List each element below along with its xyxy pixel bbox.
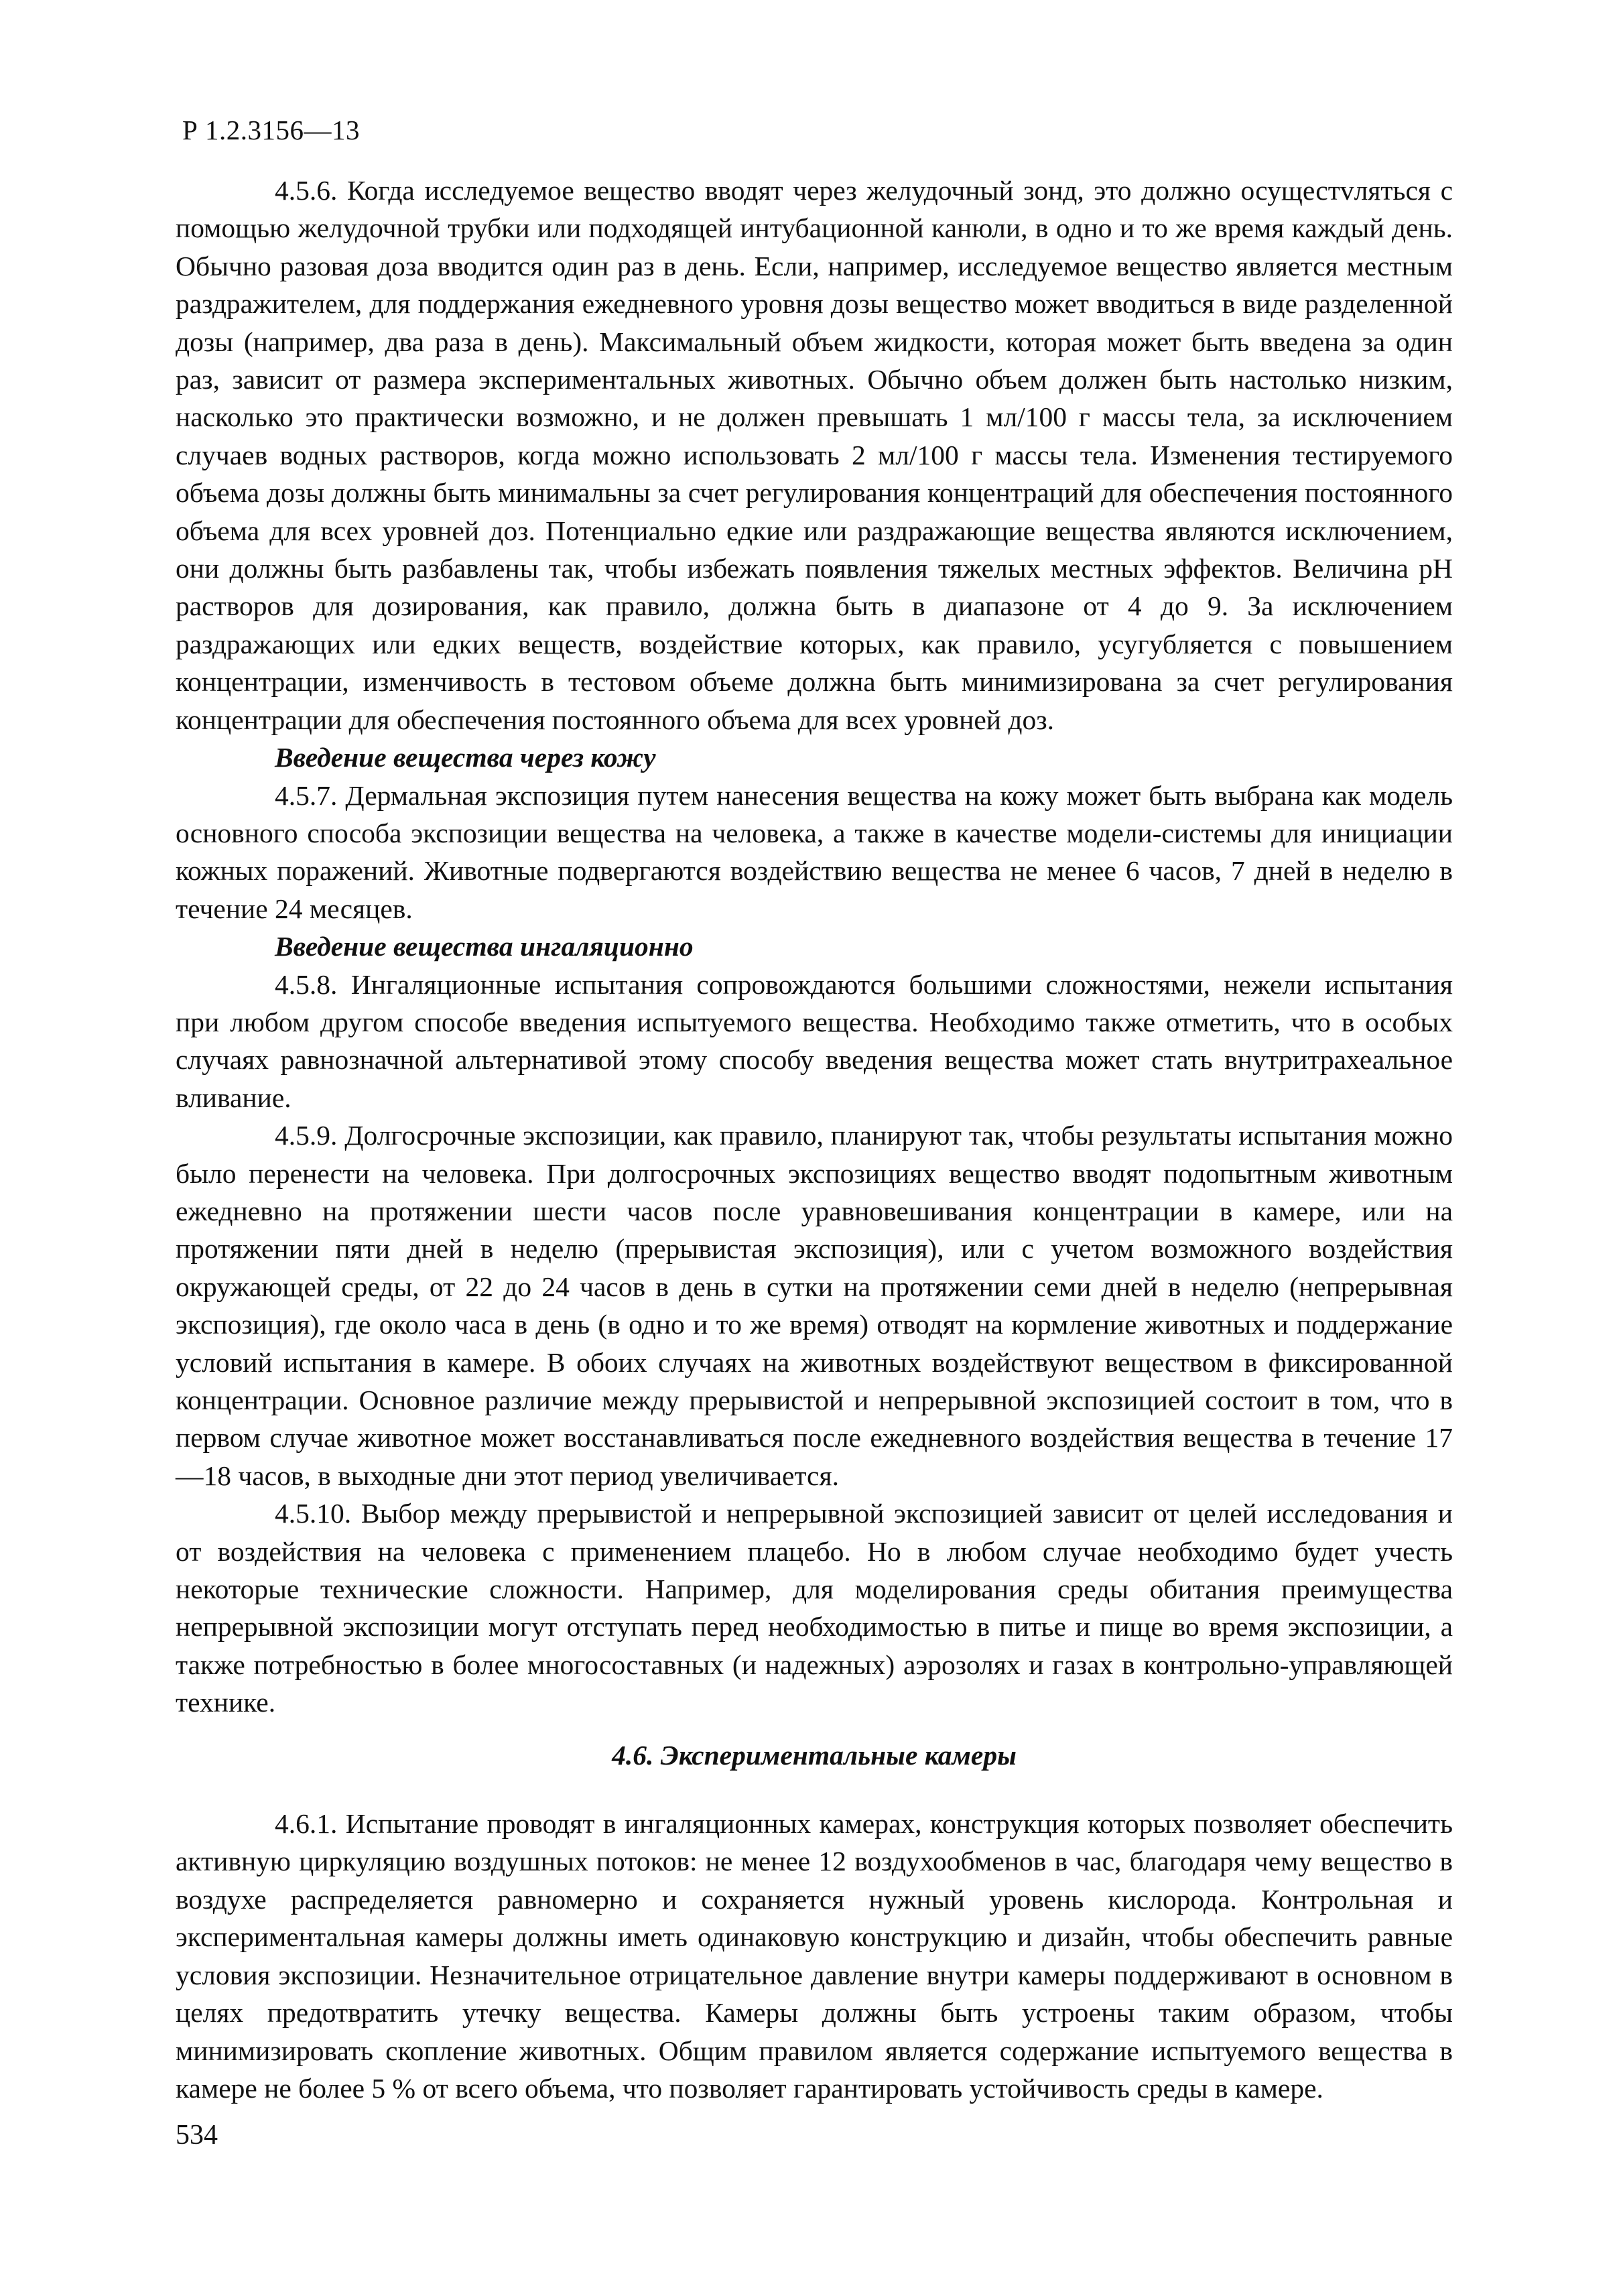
paragraph-4-5-9: 4.5.9. Долгосрочные экспозиции, как правило, планируют так, чтобы результаты испытания можно было перенести на человека. При долгосрочных экспозициях вещество вводят подопытным животным ежедневно на протяжении шести часов после уравновешивания концентрации в камере, или на протяжении пяти дней в неделю (прерывистая экспозиция), или с учетом возможного воздействия окружающей среды, от 22 до 24 часов в день в сутки на протяжении семи дней в неделю (непрерывная экспозиция), где около часа в день (в одно и то же время) отводят на кормление животных и поддержание условий испытания в камере. В обоих случаях на животных воздействуют веществом в фиксированной концентрации. Основное различие между прерывистой и непрерывной экспозицией состоит в том, что в первом случае животное может восстанавливаться после ежедневного воздействия вещества в течение 17—18 часов, в выходные дни этот период увеличивается. [176, 1120, 1453, 1491]
subheading-inhalation-administration: Введение вещества ингаляционно [275, 931, 694, 962]
paragraph-4-5-6: 4.5.6. Когда исследуемое вещество вводят через желудочный зонд, это должно осущестvляться с помощью желудочной трубки или подходящей интубационной канюли, в одно и то же время каждый день. Обычно разовая доза вводится один раз в день. Если, например, исследуемое вещество является местным раздражителем, для поддержания ежедневного уровня дозы вещество может вводиться в виде разделенной дозы (например, два раза в день). Максимальный объем жидкости, которая может быть введена за один раз, зависит от размера экспериментальных животных. Обычно объем должен быть настолько низким, насколько это практически возможно, и не должен превышать 1 мл/100 г массы тела, за исключением случаев водных растворов, когда можно использовать 2 мл/100 г массы тела. Изменения тестируемого объема дозы должны быть минимальны за счет регулирования концентраций для обеспечения постоянного объема для всех уровней доз. Потенциально едкие или раздражающие вещества являются исключением, они должны быть разбавлены так, чтобы избежать появления тяжелых местных эффектов. Величина pH растворов для дозирования, как правило, должна быть в диапазоне от 4 до 9. За исключением раздражающих или едких веществ, воздействие которых, как правило, усугубляется с повышением концентрации, изменчивость в тестовом объеме должна быть минимизирована за счет регулирования концентрации для обеспечения постоянного объема для всех уровней доз. [176, 175, 1453, 735]
paragraph-4-6-1: 4.6.1. Испытание проводят в ингаляционных камерах, конструкция которых позволяет обеспечить активную циркуляцию воздушных потоков: не менее 12 воздухообменов в час, благодаря чему вещество в воздухе распределяется равномерно и сохраняется нужный уровень кислорода. Контрольная и экспериментальная камеры должны иметь одинаковую конструкцию и дизайн, чтобы обеспечить равные условия экспозиции. Незначительное отрицательное давление внутри камеры поддерживают в основном в целях предотвратить утечку вещества. Камеры должны быть устроены таким образом, чтобы минимизировать скопление животных. Общим правилом является содержание испытуемого вещества в камере не более 5 % от всего объема, что позволяет гарантировать устойчивость среды в камере. [176, 1808, 1453, 2104]
document-body [176, 172, 1453, 2107]
page-number: 534 [176, 2120, 218, 2151]
section-title-experimental-chambers: 4.6. Экспериментальные камеры [612, 1739, 1017, 1771]
subheading-skin-administration: Введение вещества через кожу [275, 742, 656, 773]
paragraph-4-5-10: 4.5.10. Выбор между прерывистой и непрерывной экспозицией зависит от целей исследования и от воздействия на человека с применением плацебо. Но в любом случае необходимо будет учесть некоторые технические сложности. Например, для моделирования среды обитания преимущества непрерывной экспозиции могут отступать перед необходимостью в питье и пище во время экспозиции, а также потребностью в более многосоставных (и надежных) аэрозолях и газах в контрольно-управляющей технике. [176, 1498, 1453, 1718]
paragraph-4-5-7: 4.5.7. Дермальная экспозиция путем нанесения вещества на кожу может быть выбрана как модель основного способа экспозиции вещества на человека, а также в качестве модели-системы для инициации кожных поражений. Животные подвергаются воздействию вещества не менее 6 часов, 7 дней в неделю в течение 24 месяцев. [176, 779, 1453, 924]
document-code: Р 1.2.3156—13 [182, 115, 361, 145]
paragraph-4-5-8: 4.5.8. Ингаляционные испытания сопровождаются большими сложностями, нежели испытания при любом другом способе введения испытуемого вещества. Необходимо также отметить, что в особых случаях равнозначной альтернативой этому способу введения вещества может стать внутритрахеальное вливание. [176, 968, 1453, 1113]
